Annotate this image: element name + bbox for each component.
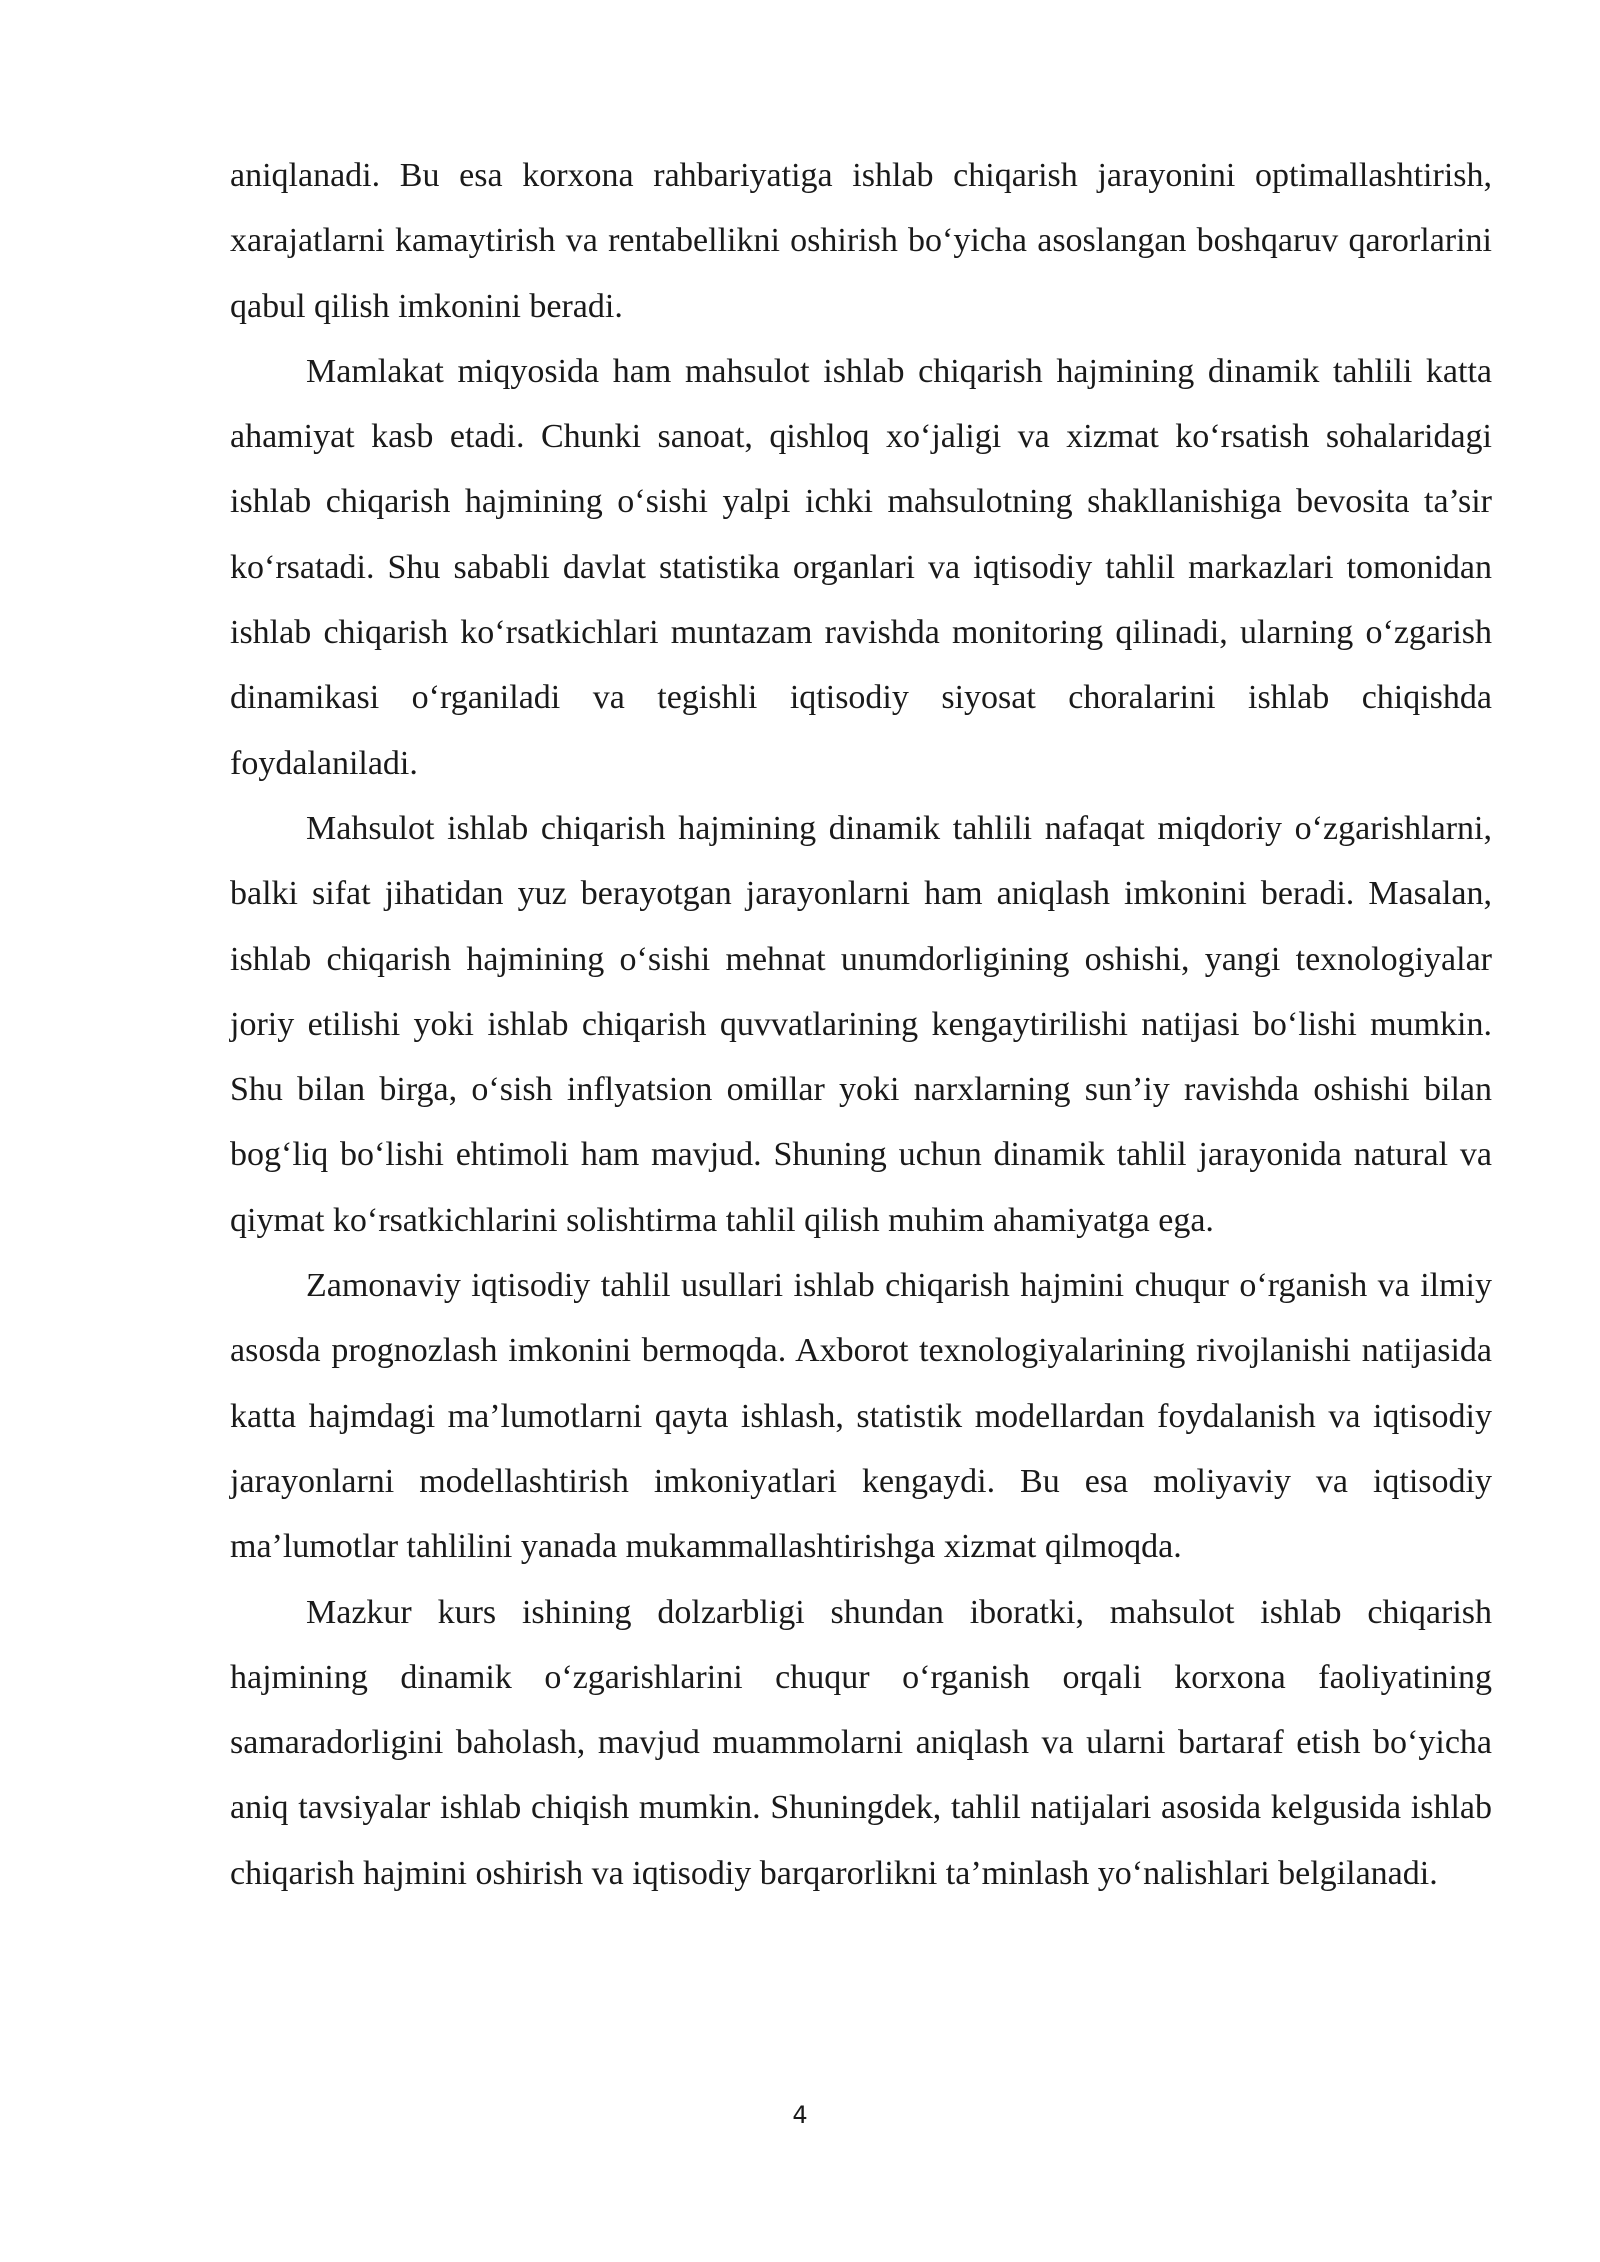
paragraph: Mazkur kurs ishining dolzarbligi shundan iboratki, mahsulot ishlab chiqarish hajmining dinamik o‘zgarishlarini chuqur o‘rganish orqali korxona faoliyatining samaradorligini baholash, mavjud muammolarni aniqlash va ularni bartaraf etish bo‘yicha aniq tavsiyalar ishlab chiqish mumkin. Shuningdek, tahlil natijalari asosida kelgusida ishlab chiqarish hajmini oshirish va iqtisodiy barqarorlikni ta’minlash yo‘nalishlari belgilanadi. bbox=[230, 1593, 1492, 1892]
body-text bbox=[230, 143, 1492, 1906]
page-number: 4 bbox=[792, 2101, 808, 2129]
paragraph-continuation: aniqlanadi. Bu esa korxona rahbariyatiga ishlab chiqarish jarayonini optimallashtirish, xarajatlarni kamaytirish va rentabellikni oshirish bo‘yicha asoslangan boshqaruv qarorlarini qabul qilish imkonini beradi. bbox=[230, 157, 1492, 325]
paragraph: Mamlakat miqyosida ham mahsulot ishlab chiqarish hajmining dinamik tahlili katta ahamiyat kasb etadi. Chunki sanoat, qishloq xo‘jaligi va xizmat ko‘rsatish sohalaridagi ishlab chiqarish hajmining o‘sishi yalpi ichki mahsulotning shakllanishiga bevosita ta’sir ko‘rsatadi. Shu sababli davlat statistika organlari va iqtisodiy tahlil markazlari tomonidan ishlab chiqarish ko‘rsatkichlari muntazam ravishda monitoring qilinadi, ularning o‘zgarish dinamikasi o‘rganiladi va tegishli iqtisodiy siyosat choralarini ishlab chiqishda foydalaniladi. bbox=[230, 352, 1492, 782]
paragraph: Mahsulot ishlab chiqarish hajmining dinamik tahlili nafaqat miqdoriy o‘zgarishlarni, balki sifat jihatidan yuz berayotgan jarayonlarni ham aniqlash imkonini beradi. Masalan, ishlab chiqarish hajmining o‘sishi mehnat unumdorligining oshishi, yangi texnologiyalar joriy etilishi yoki ishlab chiqarish quvvatlarining kengaytirilishi natijasi bo‘lishi mumkin. Shu bilan birga, o‘sish inflyatsion omillar yoki narxlarning sun’iy ravishda oshishi bilan bog‘liq bo‘lishi ehtimoli ham mavjud. Shuning uchun dinamik tahlil jarayonida natural va qiymat ko‘rsatkichlarini solishtirma tahlil qilish muhim ahamiyatga ega. bbox=[230, 809, 1492, 1239]
paragraph: Zamonaviy iqtisodiy tahlil usullari ishlab chiqarish hajmini chuqur o‘rganish va ilmiy asosda prognozlash imkonini bermoqda. Axborot texnologiyalarining rivojlanishi natijasida katta hajmdagi ma’lumotlarni qayta ishlash, statistik modellardan foydalanish va iqtisodiy jarayonlarni modellashtirish imkoniyatlari kengaydi. Bu esa moliyaviy va iqtisodiy ma’lumotlar tahlilini yanada mukammallashtirishga xizmat qilmoqda. bbox=[230, 1267, 1492, 1566]
